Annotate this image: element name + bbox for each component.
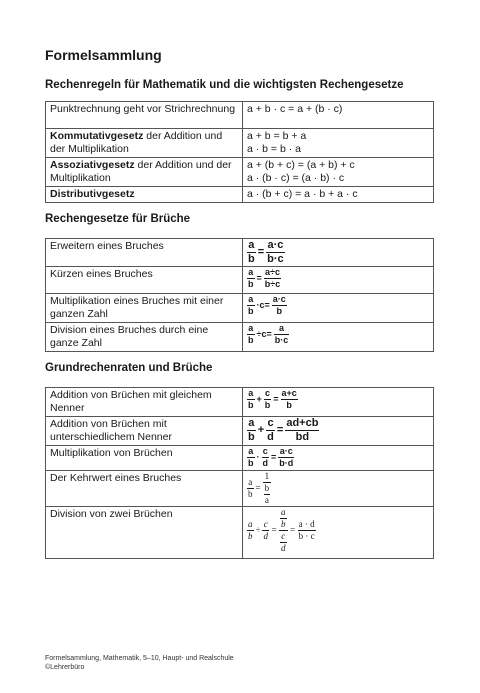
section-heading-grundrechenarten: Grundrechenraten und Brüche <box>45 362 213 374</box>
row-label <box>46 158 243 187</box>
row-label: Addition von Brüchen mit gleichem Nenner <box>46 388 243 417</box>
table-row <box>46 239 434 267</box>
grundrechenarten-table <box>45 387 434 559</box>
table-row <box>46 323 434 352</box>
table-row <box>46 129 434 158</box>
row-label: Division eines Bruches durch eine ganze Zahl <box>46 323 243 352</box>
brueche-table <box>45 238 434 352</box>
document-title: Formelsammlung <box>45 47 162 63</box>
table-row <box>46 388 434 417</box>
row-label: Multiplikation eines Bruches mit einer ganzen Zahl <box>46 294 243 323</box>
law-desc: der Addition und der Multiplikation <box>50 130 223 155</box>
formula-add-ungleich: $\frac{a}{b}$ + $\frac{c}{d}$ = $\frac{ad+cb}{bd}$ <box>248 417 319 443</box>
formula-erweitern: $\frac{a}{b}$ = $\frac{a\cdot c}{b\cdot c}$ <box>248 239 284 265</box>
rechenregeln-table <box>45 101 434 203</box>
row-formula <box>243 507 434 559</box>
row-label: Kürzen eines Bruches <box>46 267 243 294</box>
row-label: Division von zwei Brüchen <box>46 507 243 559</box>
row-label: Der Kehrwert eines Bruches <box>46 471 243 507</box>
page-footer <box>45 654 234 672</box>
row-formula <box>243 446 434 471</box>
table-row <box>46 417 434 446</box>
formula-mult-ganz: $\frac{a}{b}$ ·c= $\frac{a\cdot c}{b}$ <box>248 294 286 316</box>
section-heading-brueche: Rechengesetze für Brüche <box>45 213 191 225</box>
section-heading-rechenregeln: Rechenregeln für Mathematik und die wichtigsten Rechengesetze <box>45 79 404 91</box>
law-name: Kommutativgesetz <box>50 130 144 142</box>
formula-div-brueche: $\frac{a}{b}$ ÷ $\frac{c}{d}$ = $\frac{\frac{a}{b}}{\frac{c}{d}}$ = $\frac{a \cdot d}{b \cdot c}$ <box>248 507 315 553</box>
row-label <box>46 129 243 158</box>
formula-line: a · (b · c) = (a · b) · c <box>247 172 345 184</box>
table-row <box>46 187 434 203</box>
table-row <box>46 158 434 187</box>
table-row <box>46 294 434 323</box>
row-label: Multiplikation von Brüchen <box>46 446 243 471</box>
formula-div-ganz: $\frac{a}{b}$ ÷c= $\frac{a}{b\cdot c}$ <box>248 323 289 345</box>
formula-add-gleich: $\frac{a}{b}$ + $\frac{c}{b}$ = $\frac{a+c}{b}$ <box>248 388 297 410</box>
formula-kehrwert: $\frac{a}{b}$ = $\frac{1}{\frac{b}{a}}$ <box>248 471 270 505</box>
table-row <box>46 471 434 507</box>
row-formula <box>243 471 434 507</box>
row-formula: a + b · c = a + (b · c) <box>243 102 434 129</box>
formula-line: a + b = b + a <box>247 130 307 142</box>
row-formula <box>243 267 434 294</box>
row-formula <box>243 129 434 158</box>
row-formula <box>243 417 434 446</box>
formula-mult-brueche: $\frac{a}{b}$ · $\frac{c}{d}$ = $\frac{a\cdot c}{b\cdot d}$ <box>248 446 294 468</box>
row-formula <box>243 294 434 323</box>
row-formula <box>243 158 434 187</box>
footer-copyright: ©Lehrerbüro <box>45 664 85 671</box>
table-row <box>46 102 434 129</box>
row-label: Addition von Brüchen mit unterschiedlichem Nenner <box>46 417 243 446</box>
law-name: Distributivgesetz <box>50 188 135 200</box>
law-name: Assoziativgesetz <box>50 159 135 171</box>
table-row <box>46 267 434 294</box>
formula-line: a + (b + c) = (a + b) + c <box>247 159 355 171</box>
table-row <box>46 507 434 559</box>
formula-kuerzen: $\frac{a}{b}$ = $\frac{a\div c}{b\div c}$ <box>248 267 281 289</box>
row-formula: a · (b + c) = a · b + a · c <box>243 187 434 203</box>
law-desc: der Addition und der Multiplikation <box>50 159 232 184</box>
formula-line: a · b = b · a <box>247 143 301 155</box>
row-label: Erweitern eines Bruches <box>46 239 243 267</box>
row-formula <box>243 239 434 267</box>
footer-line: Formelsammlung, Mathematik, 5–10, Haupt- und Realschule <box>45 655 234 662</box>
row-formula <box>243 323 434 352</box>
table-row <box>46 446 434 471</box>
row-formula <box>243 388 434 417</box>
row-label <box>46 187 243 203</box>
row-label: Punktrechnung geht vor Strichrechnung <box>46 102 243 129</box>
